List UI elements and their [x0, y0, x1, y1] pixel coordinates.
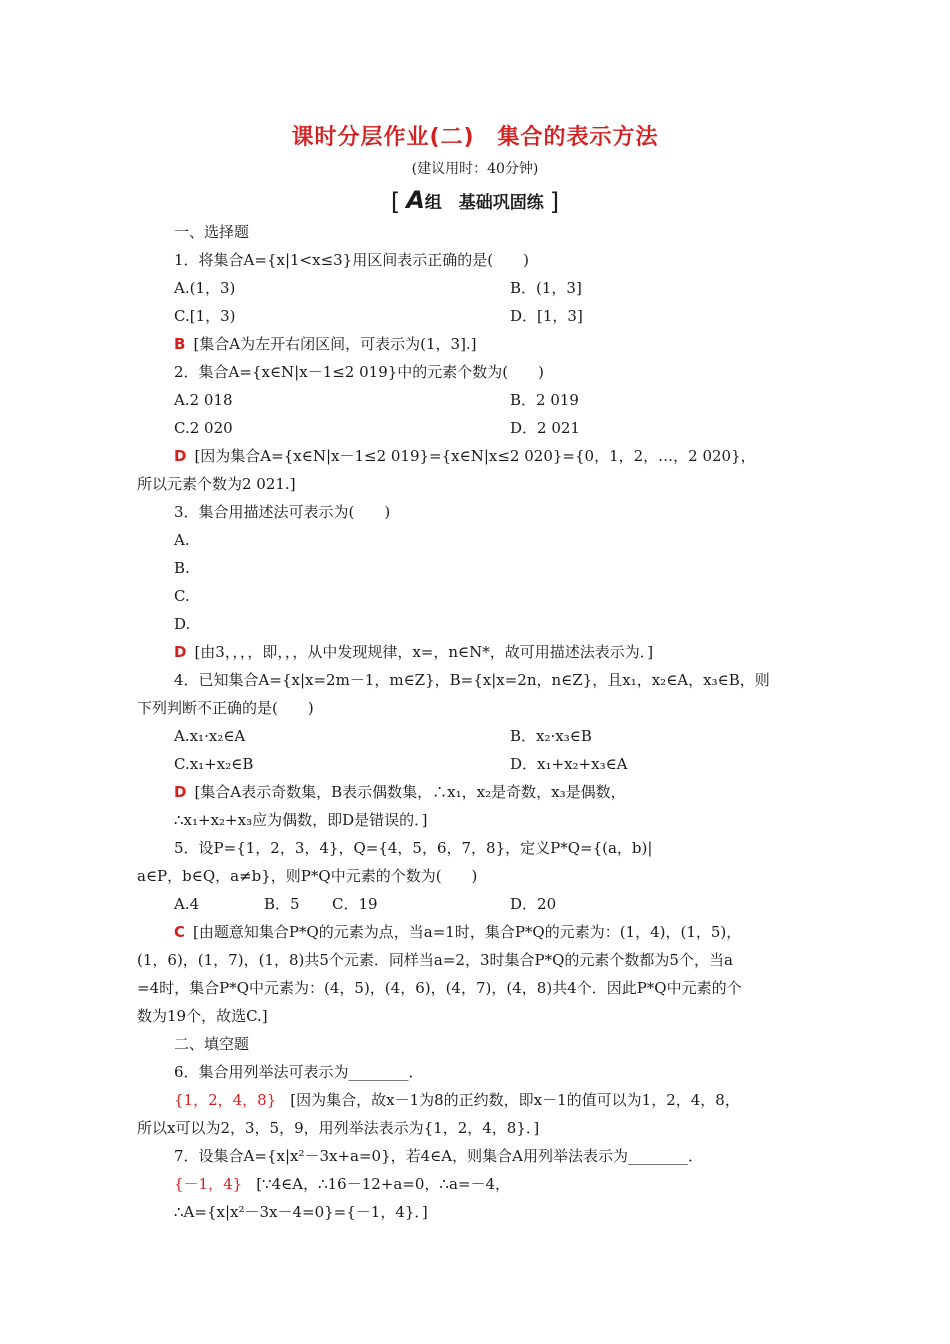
- q1-option-b: B．(1，3]: [510, 279, 582, 297]
- q7-explanation-line2: ∴A={x|x²－3x－4=0}={－1，4}．]: [174, 1203, 428, 1221]
- q2-explanation-line2: 所以元素个数为2 021.]: [137, 475, 296, 493]
- q3-explanation: [由3，，，，即，，，从中发现规律，x=，n∈N*，故可用描述法表示为．]: [194, 643, 654, 661]
- q5-explanation-line4: 数为19个，故选C.]: [137, 1007, 268, 1025]
- group-bracket-open: [: [390, 188, 401, 216]
- section-heading-choice: 一、选择题: [174, 223, 250, 241]
- q3-answer: [174, 642, 653, 662]
- q4-explanation-line1: [集合A表示奇数集，B表示偶数集，∴x₁，x₂是奇数，x₃是偶数，: [194, 783, 626, 801]
- q7-answer-key: {－1，4}: [174, 1175, 243, 1193]
- q2-option-a: A.2 018: [174, 391, 233, 409]
- group-title: 组 基础巩固练: [424, 193, 544, 213]
- q4-stem-line2: 下列判断不正确的是( ): [137, 699, 314, 717]
- group-header: [0, 186, 950, 216]
- q4-option-c: C.x₁+x₂∈B: [174, 755, 254, 773]
- q2-explanation-line1: [因为集合A={x∈N|x－1≤2 019}={x∈N|x≤2 020}={0，1，2，…，2 020}，: [194, 447, 756, 465]
- q3-option-a: A.: [174, 531, 190, 549]
- q2-stem: 2．集合A={x∈N|x－1≤2 019}中的元素个数为( ): [174, 363, 544, 381]
- q6-answer-key: {1，2，4，8}: [174, 1091, 277, 1109]
- page-title: 课时分层作业(二) 集合的表示方法: [291, 125, 659, 150]
- section-heading-fill: 二、填空题: [174, 1035, 250, 1053]
- q2-answer-key: D: [174, 447, 187, 465]
- q4-explanation-line2: ∴x₁+x₂+x₃应为偶数，即D是错误的．]: [174, 811, 428, 829]
- q3-option-b: B.: [174, 559, 190, 577]
- q2-option-d: D．2 021: [510, 419, 580, 437]
- q5-stem-line1: 5．设P={1，2，3，4}，Q={4，5，6，7，8}，定义P*Q={(a，b)|: [174, 839, 653, 857]
- group-letter: A: [406, 186, 425, 214]
- q2-option-b: B．2 019: [510, 391, 579, 409]
- q7-answer: [174, 1174, 510, 1194]
- q5-option-b: B．5: [264, 895, 300, 913]
- q5-option-c: C．19: [332, 895, 378, 913]
- q3-stem: 3．集合用描述法可表示为( ): [174, 503, 391, 521]
- q6-stem: 6．集合用列举法可表示为________．: [174, 1063, 424, 1081]
- q5-option-a: A.4: [174, 895, 200, 913]
- q1-answer-key: B: [174, 335, 186, 353]
- q3-answer-key: D: [174, 643, 187, 661]
- q6-explanation-line2: 所以x可以为2，3，5，9，用列举法表示为{1，2，4，8}．]: [137, 1119, 540, 1137]
- q5-explanation-line2: (1，6)，(1，7)，(1，8)共5个元素．同样当a=2，3时集合P*Q的元素个数都为5个，当a: [137, 951, 733, 969]
- q2-answer: [174, 446, 756, 466]
- q1-answer: [174, 334, 477, 354]
- q4-answer-key: D: [174, 783, 187, 801]
- q1-stem: 1．将集合A={x|1<x≤3}用区间表示正确的是( ): [174, 251, 529, 269]
- q7-explanation-line1: [∵4∈A，∴16－12+a=0，∴a=－4，: [256, 1175, 511, 1193]
- q1-explanation: [集合A为左开右闭区间，可表示为(1，3].]: [193, 335, 477, 353]
- q6-explanation-line1: [因为集合，故x－1为8的正约数，即x－1的值可以为1，2，4，8，: [290, 1091, 740, 1109]
- q4-option-b: B．x₂·x₃∈B: [510, 727, 592, 745]
- q2-option-c: C.2 020: [174, 419, 233, 437]
- q4-answer: [174, 782, 626, 802]
- q1-option-c: C.[1，3): [174, 307, 236, 325]
- q3-option-d: D.: [174, 615, 191, 633]
- q5-answer-key: C: [174, 923, 186, 941]
- q4-option-a: A.x₁·x₂∈A: [174, 727, 246, 745]
- q4-stem-line1: 4．已知集合A={x|x=2m－1，m∈Z}，B={x|x=2n，n∈Z}，且x₁，x₂∈A，x₃∈B，则: [174, 671, 770, 689]
- time-note: (建议用时：40分钟): [411, 161, 539, 177]
- q4-option-d: D．x₁+x₂+x₃∈A: [510, 755, 628, 773]
- q7-stem: 7．设集合A={x|x²－3x+a=0}，若4∈A，则集合A用列举法表示为________．: [174, 1147, 703, 1165]
- q5-answer: [174, 922, 741, 942]
- q1-option-a: A.(1，3): [174, 279, 236, 297]
- q6-answer: [174, 1090, 740, 1110]
- q5-explanation-line1: [由题意知集合P*Q的元素为点，当a=1时，集合P*Q的元素为：(1，4)，(1，5)，: [193, 923, 742, 941]
- q5-option-d: D．20: [510, 895, 557, 913]
- group-bracket-close: ]: [549, 188, 560, 216]
- q3-option-c: C.: [174, 587, 190, 605]
- q1-option-d: D．[1，3]: [510, 307, 583, 325]
- q5-stem-line2: a∈P，b∈Q，a≠b}，则P*Q中元素的个数为( ): [137, 867, 478, 885]
- q5-explanation-line3: =4时，集合P*Q中元素为：(4，5)，(4，6)，(4，7)，(4，8)共4个．因此P*Q中元素的个: [137, 979, 742, 997]
